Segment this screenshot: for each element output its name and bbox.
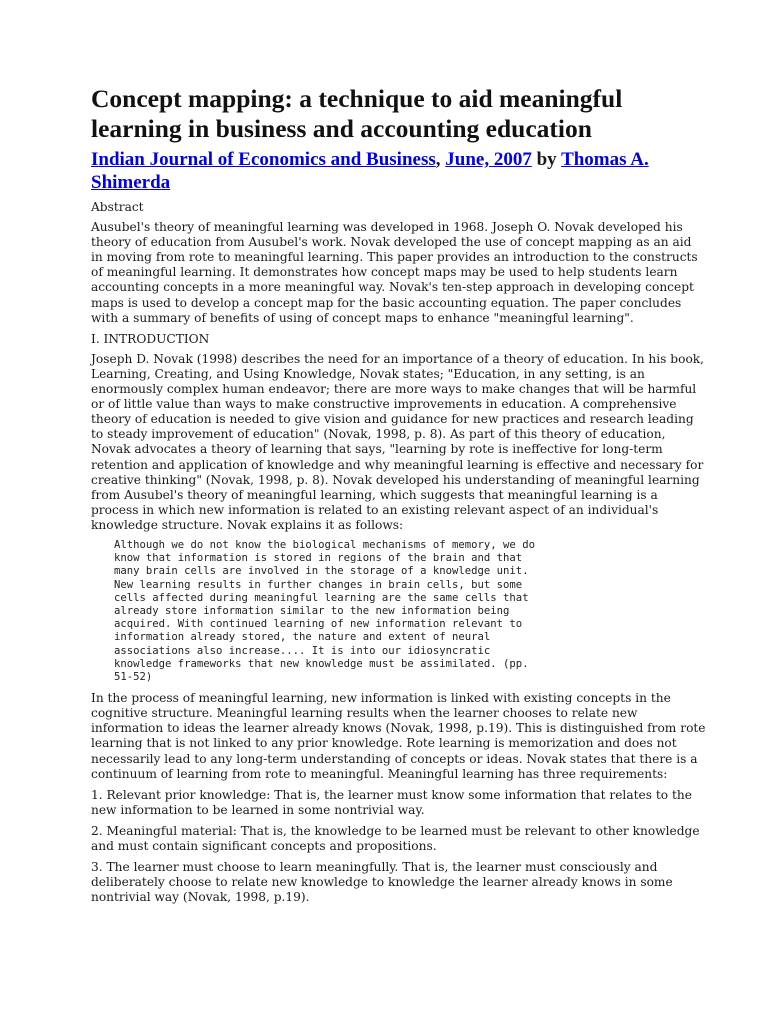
intro-paragraph-2: In the process of meaningful learning, new information is linked with existing concepts in the cognitive structure. Meaningful learning results when the learner chooses to relate new information to ideas the learner already knows (Novak, 1998, p.19). This is distinguished from rote learning that is not linked to any prior knowledge. Rote learning is memorization and does not necessarily lead to any long-term understanding of concepts or ideas. Novak states that there is a continuum of learning from rote to meaningful. Meaningful learning has three requirements:	[91, 691, 706, 781]
author-link[interactable]: Thomas A. Shimerda	[91, 149, 649, 193]
novak-block-quote: Although we do not know the biological mechanisms of memory, we do know that information is stored in regions of the brain and that many brain cells are involved in the storage of a knowledge unit. New learning results in further changes in brain cells, but some cells affected during meaningful learning are the same cells that already store information similar to the new information being acquired. With continued learning of new information relevant to information already stored, the nature and extent of neural associations also increase.... It is into our idiosyncratic knowledge frameworks that new knowledge must be assimilated. (pp. 51-52)	[114, 538, 535, 683]
requirement-3: 3. The learner must choose to learn meaningfully. That is, the learner must consciously and deliberately choose to relate new knowledge to knowledge the learner already knows in some nontrivial way (Novak, 1998, p.19).	[91, 860, 673, 905]
journal-link[interactable]: Indian Journal of Economics and Business	[91, 149, 436, 170]
abstract-label: Abstract	[91, 200, 144, 214]
byline-by: by	[531, 149, 562, 170]
intro-paragraph-1: Joseph D. Novak (1998) describes the need for an importance of a theory of education. In his book, Learning, Creating, and Using Knowledge, Novak states; "Education, in any setting, is an enormously complex human endeavor; there are more ways to make changes that will be harmful or of little value than ways to make constructive improvements in education. A comprehensive theory of education is needed to give vision and guidance for new practices and research leading to steady improvement of education" (Novak, 1998, p. 8). As part of this theory of education, Novak advocates a theory of learning that says, "learning by rote is ineffective for long-term retention and application of knowledge and why meaningful learning is effective and necessary for creative thinking" (Novak, 1998, p. 8). Novak developed his understanding of meaningful learning from Ausubel's theory of meaningful learning, which suggests that meaningful learning is a process in which new information is related to an existing relevant aspect of an individual's knowledge structure. Novak explains it as follows:	[91, 351, 705, 532]
article-title: Concept mapping: a technique to aid meaningful learning in business and accounting education	[91, 84, 623, 143]
byline-comma: ,	[435, 149, 446, 170]
byline	[91, 148, 706, 194]
requirement-2: 2. Meaningful material: That is, the knowledge to be learned must be relevant to other knowledge and must contain significant concepts and propositions.	[91, 823, 700, 854]
date-link[interactable]: June, 2007	[445, 149, 532, 170]
abstract-text: Ausubel's theory of meaningful learning was developed in 1968. Joseph O. Novak developed his theory of education from Ausubel's work. Novak developed the use of concept mapping as an aid in moving from rote to meaningful learning. This paper provides an introduction to the constructs of meaningful learning. It demonstrates how concept maps may be used to help students learn accounting concepts in a more meaningful way. Novak's ten-step approach in developing concept maps is used to develop a concept map for the basic accounting equation. The paper concludes with a summary of benefits of using of concept maps to enhance "meaningful learning".	[91, 220, 698, 325]
requirement-1: 1. Relevant prior knowledge: That is, the learner must know some information that relates to the new information to be learned in some nontrivial way.	[91, 787, 692, 817]
section-heading-introduction: I. INTRODUCTION	[91, 331, 210, 346]
